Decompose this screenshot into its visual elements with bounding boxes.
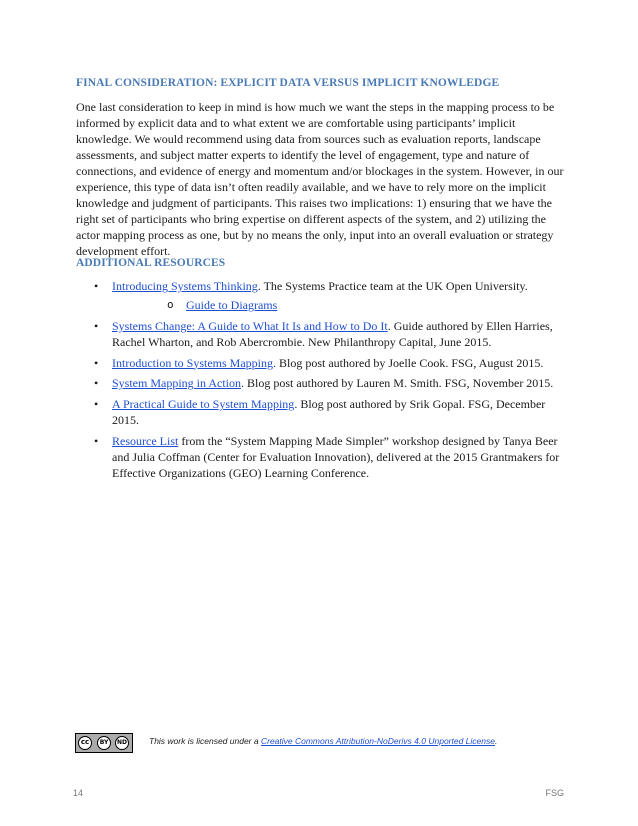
license-notice: [149, 736, 497, 746]
section-heading-additional-resources: ADDITIONAL RESOURCES: [76, 257, 226, 269]
resources-list: [76, 278, 566, 486]
list-item: [76, 433, 566, 481]
license-link[interactable]: Creative Commons Attribution-NoDerivs 4.0 Unported License: [260, 736, 495, 746]
no-derivs-icon: ND: [115, 736, 129, 750]
bullet-icon: •: [94, 318, 99, 333]
creative-commons-badge-icon: [75, 733, 133, 753]
resource-description: . Blog post authored by Lauren M. Smith. FSG, November 2015.: [241, 376, 554, 391]
resource-description: . Blog post authored by Joelle Cook. FSG, August 2015.: [273, 355, 544, 370]
body-paragraph: One last consideration to keep in mind is how much we want the steps in the mapping process to be informed by explicit data and to what extent we are comfortable using participants’ implicit knowledge. We would recommend using data from sources such as evaluation reports, landscape assessments, and subject matter experts to identify the level of engagement, type and nature of connections, and evidence of energy and momentum and/or blockages in the system. However, in our experience, this type of data isn’t often readily available, and we have to rely more on the implicit knowledge and judgment of participants. This raises two implications: 1) ensuring that we have the right set of participants who bring expertise on different aspects of the system, and 2) utilizing the actor mapping process as one, but by no means the only, input into an overall evaluation or strategy development effort.: [76, 100, 564, 259]
bullet-icon: •: [94, 376, 99, 391]
list-item: [76, 278, 566, 313]
resource-description: from the “System Mapping Made Simpler” workshop designed by Tanya Beer and Julia Coffman (Center for Evaluation Innovation), delivered at the 2015 Grantmakers for Effective Organizations (GEO) Learning Conference.: [112, 433, 560, 480]
page-number: 14: [73, 788, 84, 798]
resource-link-system-mapping-in-action[interactable]: System Mapping in Action: [112, 376, 241, 391]
footer-org-name: FSG: [545, 788, 564, 798]
list-item: [76, 355, 566, 371]
resource-link-systems-thinking[interactable]: Introducing Systems Thinking: [112, 279, 258, 293]
cc-logo-icon: cc: [78, 736, 92, 750]
list-item: [76, 375, 566, 391]
license-prefix: This work is licensed under a: [149, 736, 261, 746]
list-item: [76, 396, 566, 428]
section-heading-final-consideration: FINAL CONSIDERATION: EXPLICIT DATA VERSUS IMPLICIT KNOWLEDGE: [76, 77, 500, 89]
bullet-icon: •: [94, 397, 99, 412]
resource-link-systems-change[interactable]: Systems Change: A Guide to What It Is and How to Do It: [112, 318, 388, 333]
bullet-icon: •: [94, 433, 99, 448]
resource-link-guide-to-diagrams[interactable]: Guide to Diagrams: [186, 298, 278, 313]
bullet-icon: •: [94, 279, 99, 293]
resource-description: . The Systems Practice team at the UK Open University.: [257, 279, 528, 293]
bullet-icon: •: [94, 355, 99, 370]
resource-link-intro-systems-mapping[interactable]: Introduction to Systems Mapping: [112, 355, 273, 370]
attribution-icon: BY: [97, 736, 111, 750]
resource-description: . Blog post authored by Srik Gopal. FSG, December 2015.: [112, 397, 546, 428]
resource-link-resource-list[interactable]: Resource List: [112, 433, 179, 448]
sub-list-item: [112, 297, 566, 313]
license-suffix: .: [494, 736, 498, 746]
sub-bullet-icon: o: [167, 298, 174, 312]
resource-description: . Guide authored by Ellen Harries, Rachel Wharton, and Rob Abercrombie. New Philanthropy Capital, June 2015.: [112, 318, 553, 349]
list-item: [76, 318, 566, 350]
resource-link-practical-guide[interactable]: A Practical Guide to System Mapping: [112, 397, 295, 412]
